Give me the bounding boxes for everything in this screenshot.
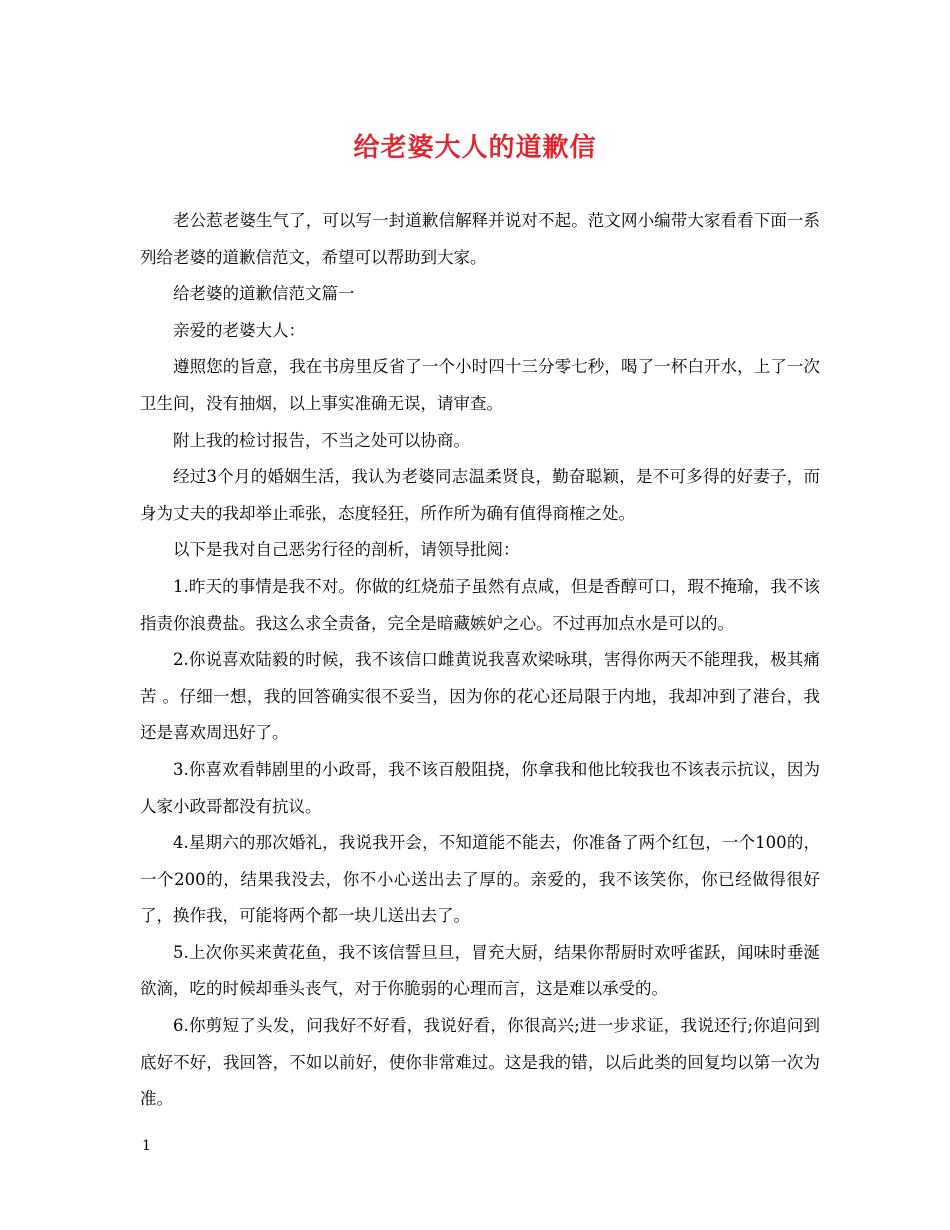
paragraph-item-3: 3.你喜欢看韩剧里的小政哥，我不该百般阻挠，你拿我和他比较我也不该表示抗议，因为人家小政哥都没有抗议。 — [140, 759, 820, 816]
paragraph-item-1: 1.昨天的事情是我不对。你做的红烧茄子虽然有点咸，但是香醇可口，瑕不掩瑜，我不该指责你浪费盐。我这么求全责备，完全是暗藏嫉妒之心。不过再加点水是可以的。 — [140, 576, 820, 633]
paragraph-salutation: 亲爱的老婆大人： — [173, 320, 305, 340]
page-number: 1 — [142, 1138, 151, 1154]
paragraph-section-heading: 给老婆的道歉信范文篇一 — [173, 284, 355, 304]
document-body — [140, 203, 820, 1118]
document-title: 给老婆大人的道歉信 — [353, 133, 597, 163]
paragraph-item-6: 6.你剪短了头发，问我好不好看，我说好看，你很高兴;进一步求证，我说还行;你追问到底好不好，我回答，不如以前好，使你非常难过。这是我的错，以后此类的回复均以第一次为准。 — [140, 1016, 820, 1109]
paragraph-item-5: 5.上次你买来黄花鱼，我不该信誓旦旦，冒充大厨，结果你帮厨时欢呼雀跃，闻味时垂涎欲滴，吃的时候却垂头丧气，对于你脆弱的心理而言，这是难以承受的。 — [140, 942, 820, 999]
paragraph-reflection: 遵照您的旨意，我在书房里反省了一个小时四十三分零七秒，喝了一杯白开水，上了一次卫生间，没有抽烟，以上事实准确无误，请审查。 — [140, 357, 820, 413]
paragraph-intro: 老公惹老婆生气了，可以写一封道歉信解释并说对不起。范文网小编带大家看看下面一系列给老婆的道歉信范文，希望可以帮助到大家。 — [140, 211, 820, 267]
paragraph-marriage: 经过3个月的婚姻生活，我认为老婆同志温柔贤良，勤奋聪颖，是不可多得的好妻子，而身为丈夫的我却举止乖张，态度轻狂，所作所为确有值得商榷之处。 — [140, 467, 820, 523]
paragraph-report-note: 附上我的检讨报告，不当之处可以协商。 — [173, 430, 470, 450]
paragraph-analysis-intro: 以下是我对自己恶劣行径的剖析，请领导批阅： — [173, 540, 520, 560]
paragraph-item-4: 4.星期六的那次婚礼，我说我开会，不知道能不能去，你准备了两个红包，一个100的，一个200的，结果我没去，你不小心送出去了厚的。亲爱的，我不该笑你，你已经做得很好了，换作我，可能将两个都一块儿送出去了。 — [140, 833, 820, 926]
paragraph-item-2: 2.你说喜欢陆毅的时候，我不该信口雌黄说我喜欢梁咏琪，害得你两天不能理我，极其痛苦 。仔细一想，我的回答确实很不妥当，因为你的花心还局限于内地，我却冲到了港台，我还是喜欢周迅好了。 — [140, 650, 820, 743]
